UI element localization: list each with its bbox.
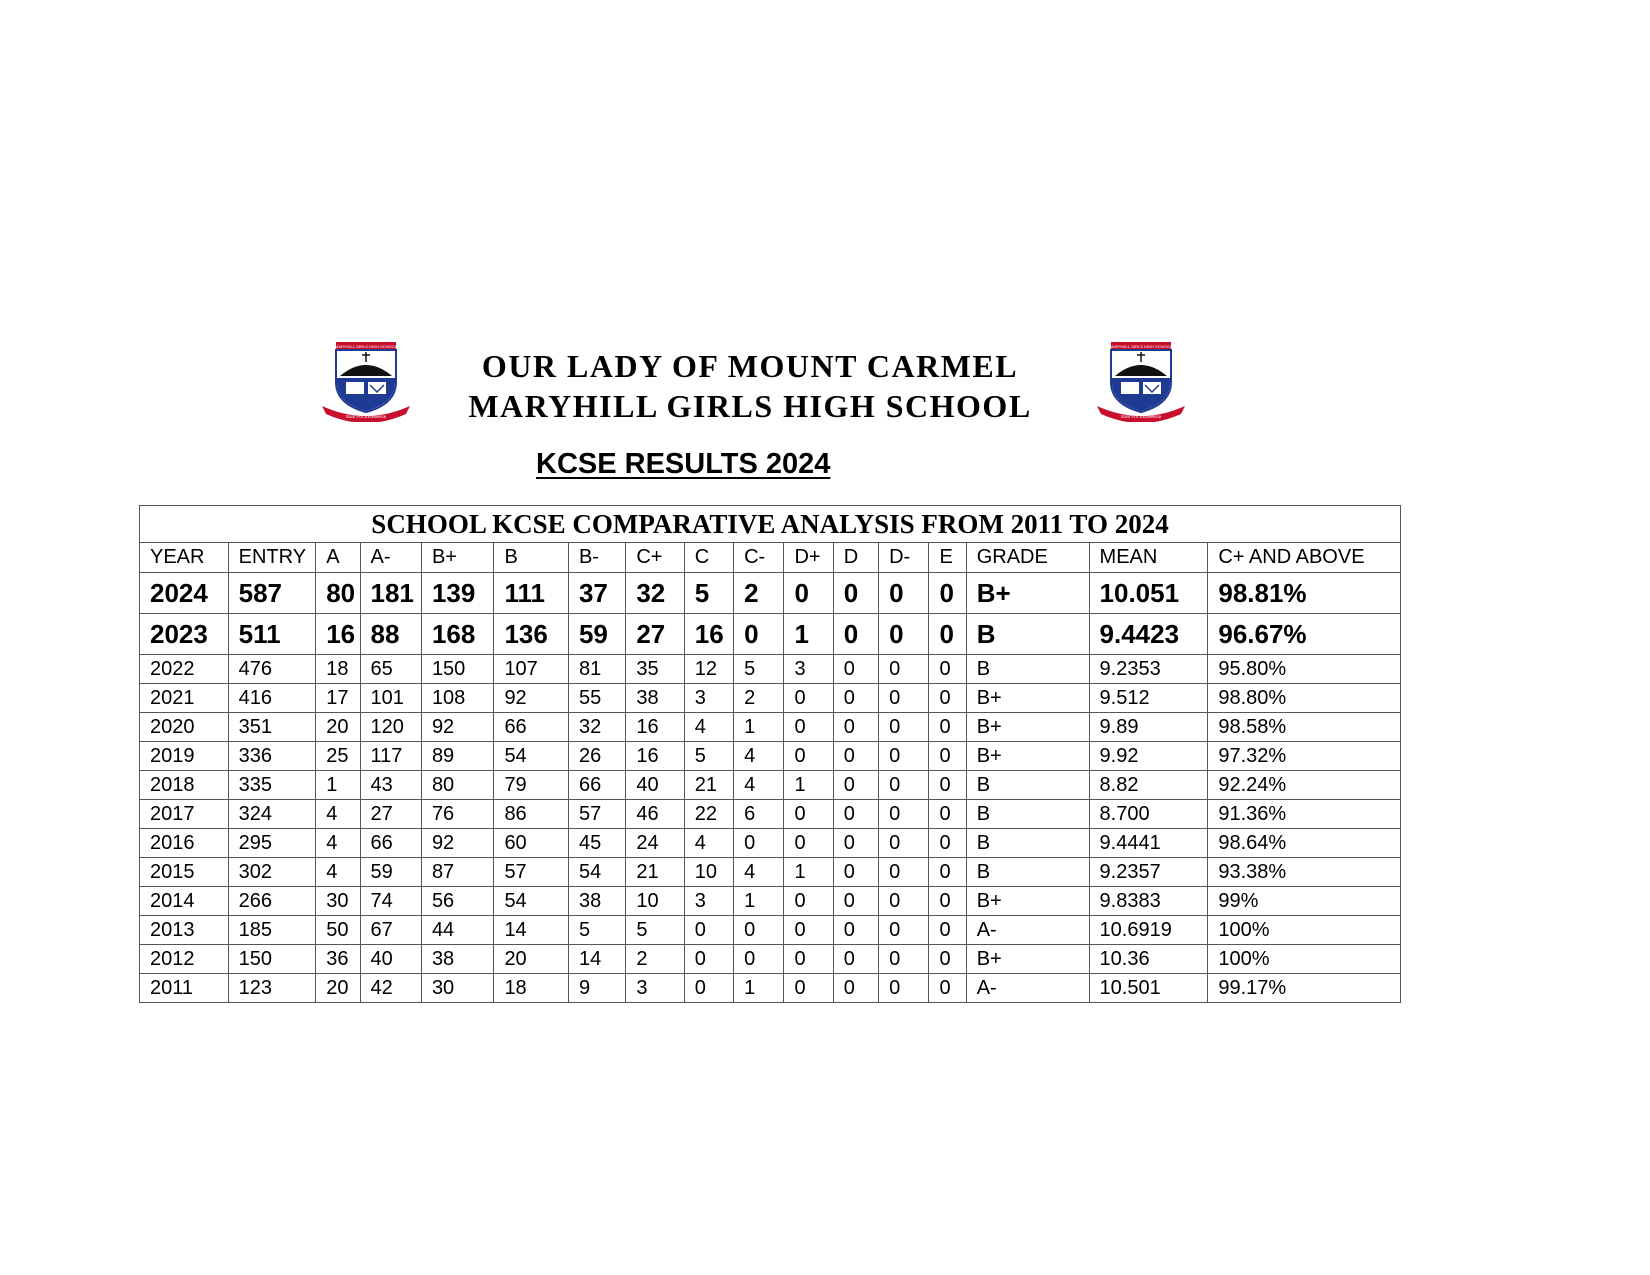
table-cell: 0 <box>929 614 966 655</box>
table-cell: 0 <box>929 771 966 800</box>
table-cell: 98.81% <box>1208 573 1401 614</box>
table-cell: 2015 <box>140 858 229 887</box>
table-cell: 54 <box>494 742 569 771</box>
table-cell: 30 <box>421 974 494 1003</box>
table-row <box>140 771 1401 800</box>
column-header: ENTRY <box>228 543 316 573</box>
table-cell: 35 <box>626 655 684 684</box>
table-cell: 2023 <box>140 614 229 655</box>
table-cell: 0 <box>879 858 929 887</box>
table-cell: 45 <box>568 829 625 858</box>
table-cell: 32 <box>568 713 625 742</box>
table-cell: 0 <box>929 858 966 887</box>
table-cell: 12 <box>684 655 733 684</box>
table-cell: 4 <box>684 829 733 858</box>
table-cell: 0 <box>929 945 966 974</box>
table-cell: 93.38% <box>1208 858 1401 887</box>
table-cell: 10.36 <box>1089 945 1208 974</box>
table-cell: 16 <box>626 713 684 742</box>
table-cell: 18 <box>316 655 360 684</box>
table-cell: 416 <box>228 684 316 713</box>
table-cell: 43 <box>360 771 421 800</box>
table-row <box>140 800 1401 829</box>
table-cell: A- <box>966 974 1089 1003</box>
table-cell: 59 <box>568 614 625 655</box>
table-cell: 89 <box>421 742 494 771</box>
table-cell: 9.512 <box>1089 684 1208 713</box>
table-cell: 25 <box>316 742 360 771</box>
table-cell: 2 <box>734 573 784 614</box>
table-row <box>140 655 1401 684</box>
column-header: C+ <box>626 543 684 573</box>
table-cell: 32 <box>626 573 684 614</box>
table-cell: 0 <box>833 887 878 916</box>
table-cell: 27 <box>626 614 684 655</box>
table-cell: 8.82 <box>1089 771 1208 800</box>
table-cell: 0 <box>734 916 784 945</box>
table-cell: 2022 <box>140 655 229 684</box>
table-cell: 336 <box>228 742 316 771</box>
table-cell: 10 <box>626 887 684 916</box>
table-row <box>140 742 1401 771</box>
table-cell: 100% <box>1208 945 1401 974</box>
table-cell: 38 <box>421 945 494 974</box>
table-cell: 9.92 <box>1089 742 1208 771</box>
table-cell: 9.4423 <box>1089 614 1208 655</box>
svg-text:MARYHILL GIRLS HIGH SCHOOL: MARYHILL GIRLS HIGH SCHOOL <box>334 343 398 349</box>
table-cell: 54 <box>494 887 569 916</box>
table-row <box>140 974 1401 1003</box>
table-cell: 57 <box>568 800 625 829</box>
table-cell: 14 <box>568 945 625 974</box>
table-cell: 1 <box>734 974 784 1003</box>
table-cell: 0 <box>833 945 878 974</box>
table-cell: 5 <box>568 916 625 945</box>
table-cell: 476 <box>228 655 316 684</box>
table-cell: 98.80% <box>1208 684 1401 713</box>
table-cell: 20 <box>316 974 360 1003</box>
table-cell: 9.8383 <box>1089 887 1208 916</box>
table-cell: 92 <box>421 829 494 858</box>
table-cell: 0 <box>784 713 833 742</box>
table-cell: 0 <box>833 655 878 684</box>
table-cell: 59 <box>360 858 421 887</box>
table-cell: 181 <box>360 573 421 614</box>
table-cell: B+ <box>966 573 1089 614</box>
table-cell: 2020 <box>140 713 229 742</box>
table-cell: 136 <box>494 614 569 655</box>
table-cell: 1 <box>784 771 833 800</box>
table-body <box>140 543 1401 1003</box>
table-cell: 4 <box>734 742 784 771</box>
table-cell: 24 <box>626 829 684 858</box>
table-cell: 50 <box>316 916 360 945</box>
table-row <box>140 916 1401 945</box>
column-header: C- <box>734 543 784 573</box>
table-cell: 0 <box>784 573 833 614</box>
table-cell: 0 <box>929 916 966 945</box>
table-cell: 26 <box>568 742 625 771</box>
column-header: YEAR <box>140 543 229 573</box>
table-cell: 38 <box>626 684 684 713</box>
table-cell: 0 <box>833 573 878 614</box>
table-cell: 0 <box>879 655 929 684</box>
table-cell: 0 <box>879 713 929 742</box>
table-cell: 0 <box>784 800 833 829</box>
table-cell: 10 <box>684 858 733 887</box>
table-cell: 0 <box>684 945 733 974</box>
table-cell: 0 <box>879 945 929 974</box>
table-cell: 0 <box>833 614 878 655</box>
table-cell: 0 <box>784 974 833 1003</box>
table-cell: 266 <box>228 887 316 916</box>
table-cell: 302 <box>228 858 316 887</box>
table-cell: 21 <box>684 771 733 800</box>
column-header-row <box>140 543 1401 573</box>
table-cell: 79 <box>494 771 569 800</box>
table-cell: 2014 <box>140 887 229 916</box>
table-cell: 22 <box>684 800 733 829</box>
table-cell: 0 <box>784 829 833 858</box>
school-name-line-1: OUR LADY OF MOUNT CARMEL <box>481 348 1019 384</box>
table-cell: 96.67% <box>1208 614 1401 655</box>
svg-text:Soar For Excellence: Soar For Excellence <box>1120 414 1162 419</box>
svg-text:MARYHILL GIRLS HIGH SCHOOL: MARYHILL GIRLS HIGH SCHOOL <box>1109 343 1173 349</box>
document-title: KCSE RESULTS 2024 <box>536 448 831 480</box>
table-cell: 0 <box>734 945 784 974</box>
table-cell: 2021 <box>140 684 229 713</box>
table-cell: 17 <box>316 684 360 713</box>
table-cell: 2017 <box>140 800 229 829</box>
table-cell: 42 <box>360 974 421 1003</box>
table-cell: 1 <box>734 887 784 916</box>
table-cell: 92.24% <box>1208 771 1401 800</box>
table-row <box>140 614 1401 655</box>
table-row <box>140 684 1401 713</box>
table-cell: 150 <box>421 655 494 684</box>
table-cell: 98.64% <box>1208 829 1401 858</box>
table-cell: 351 <box>228 713 316 742</box>
table-cell: 1 <box>784 614 833 655</box>
table-cell: 0 <box>929 829 966 858</box>
table-cell: 10.6919 <box>1089 916 1208 945</box>
table-cell: 37 <box>568 573 625 614</box>
table-cell: 55 <box>568 684 625 713</box>
table-cell: 0 <box>734 614 784 655</box>
table-cell: 76 <box>421 800 494 829</box>
table-cell: 324 <box>228 800 316 829</box>
table-cell: 0 <box>833 800 878 829</box>
table-cell: 0 <box>833 858 878 887</box>
table-cell: 0 <box>833 916 878 945</box>
table-cell: 20 <box>494 945 569 974</box>
table-cell: B+ <box>966 945 1089 974</box>
table-cell: 99% <box>1208 887 1401 916</box>
table-cell: 18 <box>494 974 569 1003</box>
table-cell: 0 <box>929 655 966 684</box>
table-cell: 9.2353 <box>1089 655 1208 684</box>
table-cell: 54 <box>568 858 625 887</box>
table-cell: 57 <box>494 858 569 887</box>
table-cell: 3 <box>784 655 833 684</box>
table-cell: 2012 <box>140 945 229 974</box>
table-cell: 0 <box>784 945 833 974</box>
column-header: B+ <box>421 543 494 573</box>
table-cell: 66 <box>494 713 569 742</box>
table-cell: 2 <box>734 684 784 713</box>
table-cell: 66 <box>360 829 421 858</box>
table-cell: 0 <box>833 771 878 800</box>
table-cell: 91.36% <box>1208 800 1401 829</box>
table-cell: 295 <box>228 829 316 858</box>
table-cell: 107 <box>494 655 569 684</box>
table-cell: 1 <box>316 771 360 800</box>
table-caption: SCHOOL KCSE COMPARATIVE ANALYSIS FROM 2011 TO 2024 <box>140 506 1401 543</box>
table-cell: 0 <box>879 684 929 713</box>
table-cell: 0 <box>833 974 878 1003</box>
table-cell: 0 <box>784 916 833 945</box>
table-cell: B <box>966 829 1089 858</box>
table-cell: 100% <box>1208 916 1401 945</box>
table-cell: 4 <box>684 713 733 742</box>
table-cell: 95.80% <box>1208 655 1401 684</box>
school-name-line-2: MARYHILL GIRLS HIGH SCHOOL <box>468 388 1032 424</box>
table-cell: 99.17% <box>1208 974 1401 1003</box>
table-cell: 0 <box>784 684 833 713</box>
table-cell: 44 <box>421 916 494 945</box>
table-cell: 120 <box>360 713 421 742</box>
table-cell: 20 <box>316 713 360 742</box>
table-cell: 511 <box>228 614 316 655</box>
table-cell: 0 <box>929 573 966 614</box>
table-cell: 88 <box>360 614 421 655</box>
table-cell: 0 <box>879 771 929 800</box>
table-cell: B+ <box>966 887 1089 916</box>
table-cell: 8.700 <box>1089 800 1208 829</box>
column-header: C <box>684 543 733 573</box>
table-row <box>140 887 1401 916</box>
table-cell: 111 <box>494 573 569 614</box>
column-header: MEAN <box>1089 543 1208 573</box>
table-cell: 2013 <box>140 916 229 945</box>
table-cell: 335 <box>228 771 316 800</box>
kcse-results-table <box>139 505 1401 1003</box>
column-header: D+ <box>784 543 833 573</box>
school-crest-logo <box>320 342 412 422</box>
table-cell: 0 <box>879 573 929 614</box>
table-cell: 0 <box>879 800 929 829</box>
table-cell: 185 <box>228 916 316 945</box>
table-cell: 9 <box>568 974 625 1003</box>
table-cell: 0 <box>879 614 929 655</box>
table-cell: 16 <box>626 742 684 771</box>
table-cell: 5 <box>684 573 733 614</box>
table-cell: 60 <box>494 829 569 858</box>
table-cell: 14 <box>494 916 569 945</box>
table-cell: 4 <box>316 829 360 858</box>
table-cell: 74 <box>360 887 421 916</box>
table-row <box>140 858 1401 887</box>
table-cell: 0 <box>833 684 878 713</box>
table-cell: 4 <box>734 858 784 887</box>
table-cell: 67 <box>360 916 421 945</box>
table-cell: 2011 <box>140 974 229 1003</box>
table-cell: 139 <box>421 573 494 614</box>
column-header: C+ AND ABOVE <box>1208 543 1401 573</box>
table-cell: 5 <box>734 655 784 684</box>
table-cell: 36 <box>316 945 360 974</box>
table-cell: 0 <box>879 974 929 1003</box>
table-cell: 40 <box>626 771 684 800</box>
table-cell: 80 <box>316 573 360 614</box>
table-cell: 4 <box>734 771 784 800</box>
table-cell: B <box>966 800 1089 829</box>
table-cell: 3 <box>626 974 684 1003</box>
school-crest-logo <box>1095 342 1187 422</box>
column-header: A <box>316 543 360 573</box>
table-cell: 92 <box>494 684 569 713</box>
column-header: B <box>494 543 569 573</box>
table-cell: 16 <box>684 614 733 655</box>
table-cell: 0 <box>833 713 878 742</box>
table-cell: 150 <box>228 945 316 974</box>
table-cell: 10.051 <box>1089 573 1208 614</box>
table-cell: 46 <box>626 800 684 829</box>
table-cell: B <box>966 858 1089 887</box>
table-cell: 0 <box>879 829 929 858</box>
table-row <box>140 573 1401 614</box>
table-cell: 9.89 <box>1089 713 1208 742</box>
svg-text:Soar For Excellence: Soar For Excellence <box>345 414 387 419</box>
table-cell: B+ <box>966 713 1089 742</box>
table-cell: 92 <box>421 713 494 742</box>
table-cell: 10.501 <box>1089 974 1208 1003</box>
table-row <box>140 829 1401 858</box>
table-cell: 38 <box>568 887 625 916</box>
table-cell: 66 <box>568 771 625 800</box>
table-cell: 9.2357 <box>1089 858 1208 887</box>
table-cell: 0 <box>929 887 966 916</box>
table-cell: 97.32% <box>1208 742 1401 771</box>
table-cell: 0 <box>833 829 878 858</box>
table-cell: 0 <box>929 800 966 829</box>
table-cell: 5 <box>684 742 733 771</box>
table-cell: 27 <box>360 800 421 829</box>
table-cell: 81 <box>568 655 625 684</box>
table-row <box>140 713 1401 742</box>
table-cell: 168 <box>421 614 494 655</box>
table-cell: 1 <box>734 713 784 742</box>
table-row <box>140 945 1401 974</box>
table-cell: 87 <box>421 858 494 887</box>
table-cell: 16 <box>316 614 360 655</box>
table-cell: 117 <box>360 742 421 771</box>
table-cell: B <box>966 614 1089 655</box>
table-cell: 4 <box>316 858 360 887</box>
table-cell: 2018 <box>140 771 229 800</box>
table-cell: 56 <box>421 887 494 916</box>
table-cell: 2 <box>626 945 684 974</box>
table-cell: 123 <box>228 974 316 1003</box>
table-cell: 108 <box>421 684 494 713</box>
table-cell: A- <box>966 916 1089 945</box>
table-cell: 0 <box>879 887 929 916</box>
table-cell: B+ <box>966 742 1089 771</box>
table-cell: 0 <box>833 742 878 771</box>
table-cell: 0 <box>879 742 929 771</box>
table-cell: 5 <box>626 916 684 945</box>
table-cell: 86 <box>494 800 569 829</box>
table-cell: 587 <box>228 573 316 614</box>
table-cell: 0 <box>684 974 733 1003</box>
column-header: D- <box>879 543 929 573</box>
column-header: D <box>833 543 878 573</box>
table-cell: 9.4441 <box>1089 829 1208 858</box>
table-cell: B+ <box>966 684 1089 713</box>
table-cell: 65 <box>360 655 421 684</box>
table-cell: 80 <box>421 771 494 800</box>
table-cell: 0 <box>929 713 966 742</box>
table-cell: 0 <box>929 974 966 1003</box>
column-header: A- <box>360 543 421 573</box>
table-cell: 101 <box>360 684 421 713</box>
table-cell: 0 <box>684 916 733 945</box>
table-cell: 98.58% <box>1208 713 1401 742</box>
table-cell: 21 <box>626 858 684 887</box>
table-cell: 2016 <box>140 829 229 858</box>
column-header: B- <box>568 543 625 573</box>
table-cell: 1 <box>784 858 833 887</box>
table-cell: 0 <box>929 684 966 713</box>
table-cell: B <box>966 655 1089 684</box>
table-cell: 3 <box>684 684 733 713</box>
table-cell: 0 <box>929 742 966 771</box>
table-cell: 0 <box>784 887 833 916</box>
table-cell: 6 <box>734 800 784 829</box>
table-cell: 0 <box>784 742 833 771</box>
column-header: E <box>929 543 966 573</box>
table-cell: B <box>966 771 1089 800</box>
table-cell: 0 <box>879 916 929 945</box>
table-cell: 40 <box>360 945 421 974</box>
table-cell: 3 <box>684 887 733 916</box>
table-cell: 30 <box>316 887 360 916</box>
table-cell: 2024 <box>140 573 229 614</box>
table-cell: 2019 <box>140 742 229 771</box>
column-header: GRADE <box>966 543 1089 573</box>
table-cell: 4 <box>316 800 360 829</box>
table-cell: 0 <box>734 829 784 858</box>
